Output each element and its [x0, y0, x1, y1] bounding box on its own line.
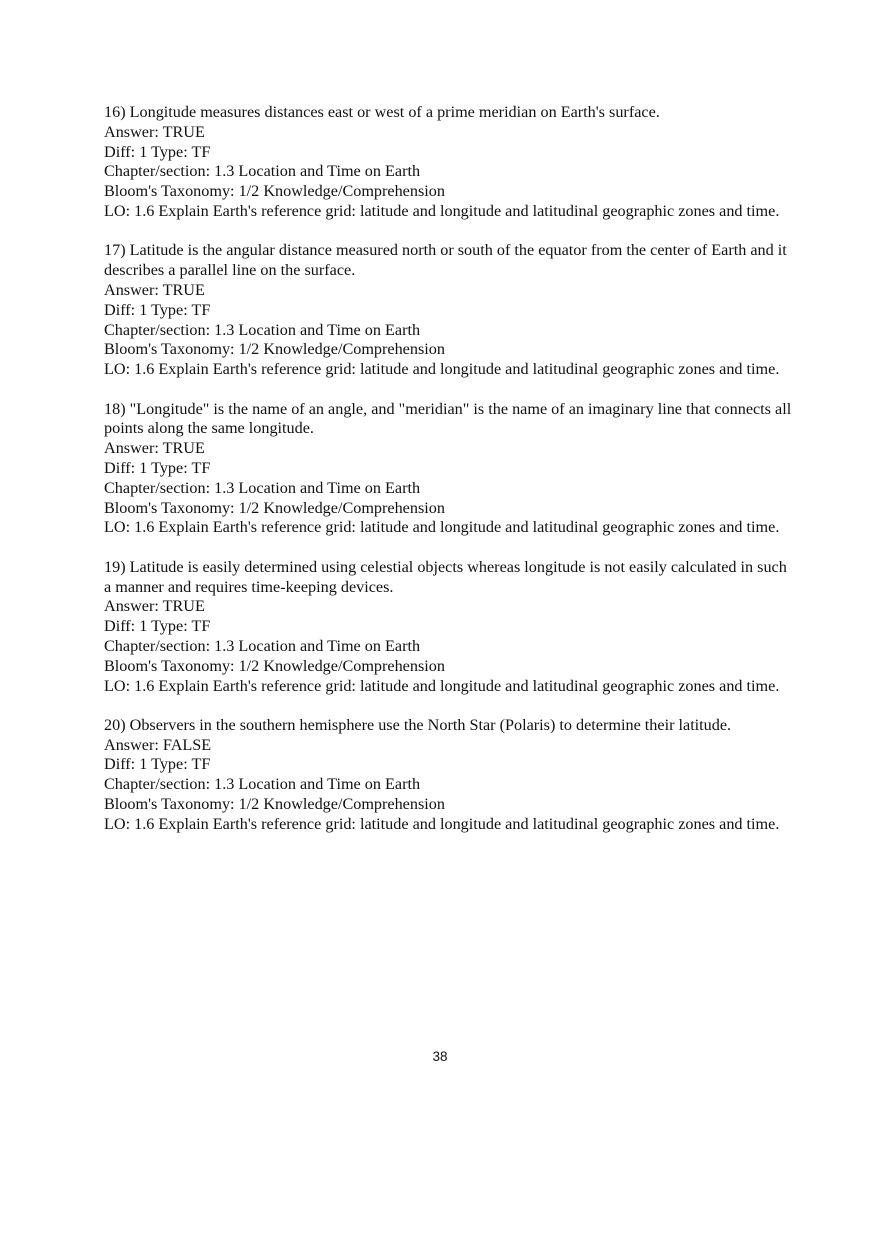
answer-line: Answer: TRUE	[104, 597, 205, 616]
chapter-section-line: Chapter/section: 1.3 Location and Time on Earth	[104, 320, 421, 339]
answer-line: Answer: TRUE	[104, 122, 205, 141]
learning-objective-line: LO: 1.6 Explain Earth's reference grid: latitude and longitude and latitudinal geographic zones and time.	[104, 201, 780, 220]
page-number: 38	[432, 1049, 448, 1064]
learning-objective-line: LO: 1.6 Explain Earth's reference grid: latitude and longitude and latitudinal geographic zones and time.	[104, 518, 780, 537]
chapter-section-line: Chapter/section: 1.3 Location and Time on Earth	[104, 478, 421, 497]
answer-line: Answer: TRUE	[104, 280, 205, 299]
difficulty-type-line: Diff: 1 Type: TF	[104, 755, 211, 774]
chapter-section-line: Chapter/section: 1.3 Location and Time on Earth	[104, 162, 421, 181]
blooms-taxonomy-line: Bloom's Taxonomy: 1/2 Knowledge/Comprehension	[104, 656, 445, 675]
learning-objective-line: LO: 1.6 Explain Earth's reference grid: latitude and longitude and latitudinal geographic zones and time.	[104, 360, 780, 379]
difficulty-type-line: Diff: 1 Type: TF	[104, 142, 211, 161]
blooms-taxonomy-line: Bloom's Taxonomy: 1/2 Knowledge/Comprehension	[104, 182, 445, 201]
question-16	[104, 103, 794, 222]
question-stem: 20) Observers in the southern hemisphere use the North Star (Polaris) to determine their latitude.	[104, 715, 732, 734]
question-20	[104, 716, 794, 835]
blooms-taxonomy-line: Bloom's Taxonomy: 1/2 Knowledge/Comprehension	[104, 340, 445, 359]
chapter-section-line: Chapter/section: 1.3 Location and Time on Earth	[104, 636, 421, 655]
question-17	[104, 241, 794, 380]
difficulty-type-line: Diff: 1 Type: TF	[104, 300, 211, 319]
difficulty-type-line: Diff: 1 Type: TF	[104, 458, 211, 477]
blooms-taxonomy-line: Bloom's Taxonomy: 1/2 Knowledge/Comprehension	[104, 795, 445, 814]
question-stem: 16) Longitude measures distances east or west of a prime meridian on Earth's surface.	[104, 103, 660, 121]
chapter-section-line: Chapter/section: 1.3 Location and Time on Earth	[104, 775, 421, 794]
question-19	[104, 558, 794, 697]
answer-line: Answer: FALSE	[104, 735, 212, 754]
answer-line: Answer: TRUE	[104, 439, 205, 458]
question-18	[104, 400, 794, 539]
difficulty-type-line: Diff: 1 Type: TF	[104, 617, 211, 636]
blooms-taxonomy-line: Bloom's Taxonomy: 1/2 Knowledge/Comprehension	[104, 498, 445, 517]
question-list	[104, 103, 794, 854]
question-stem: 17) Latitude is the angular distance measured north or south of the equator from the center of Earth and it describes a parallel line on the surface.	[104, 241, 787, 280]
question-stem: 19) Latitude is easily determined using celestial objects whereas longitude is not easily calculated in such a manner and requires time-keeping devices.	[104, 557, 787, 596]
learning-objective-line: LO: 1.6 Explain Earth's reference grid: latitude and longitude and latitudinal geographic zones and time.	[104, 814, 780, 833]
question-stem: 18) "Longitude" is the name of an angle, and "meridian" is the name of an imaginary line that connects all points along the same longitude.	[104, 399, 792, 438]
learning-objective-line: LO: 1.6 Explain Earth's reference grid: latitude and longitude and latitudinal geographic zones and time.	[104, 676, 780, 695]
